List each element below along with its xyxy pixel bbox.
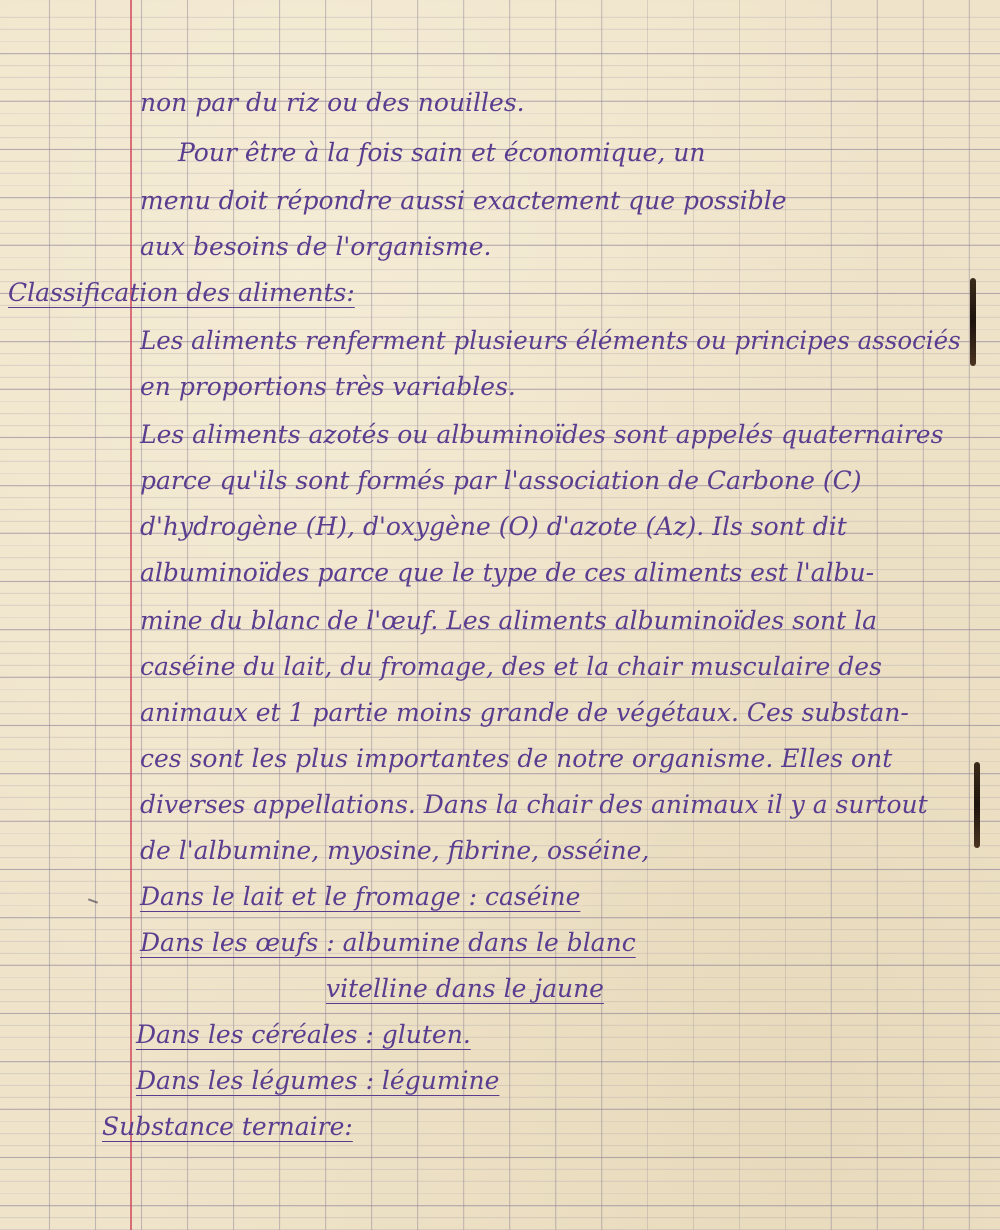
text-line-13: caséine du lait, du fromage, des et la chair musculaire des <box>140 652 882 681</box>
margin-line <box>130 0 132 1230</box>
text-line-12: mine du blanc de l'œuf. Les aliments albuminoïdes sont la <box>140 606 878 635</box>
text-line-1: non par du riz ou des nouilles. <box>140 88 525 117</box>
text-line-7: en proportions très variables. <box>140 372 516 401</box>
text-line-6: Les aliments renferment plusieurs éléments ou principes associés <box>140 326 961 355</box>
text-line-2: Pour être à la fois sain et économique, un <box>178 138 706 167</box>
text-line-4: aux besoins de l'organisme. <box>140 232 492 261</box>
text-line-15: ces sont les plus importantes de notre organisme. Elles ont <box>140 744 893 773</box>
text-line-casein: Dans le lait et le fromage : caséine <box>140 882 581 911</box>
margin-tick-mark <box>88 898 98 903</box>
text-line-albumin: Dans les œufs : albumine dans le blanc <box>140 928 636 957</box>
text-line-9: parce qu'ils sont formés par l'association de Carbone (C) <box>140 466 862 495</box>
text-line-3: menu doit répondre aussi exactement que possible <box>140 186 787 215</box>
text-line-8: Les aliments azotés ou albuminoïdes sont appelés quaternaires <box>140 420 944 449</box>
binding-hole <box>970 278 976 366</box>
text-line-gluten: Dans les céréales : gluten. <box>136 1020 471 1049</box>
text-line-14: animaux et 1 partie moins grande de végétaux. Ces substan- <box>140 698 909 727</box>
text-line-16: diverses appellations. Dans la chair des animaux il y a surtout <box>140 790 928 819</box>
binding-hole <box>974 762 980 848</box>
text-line-17: de l'albumine, myosine, fibrine, osséine, <box>140 836 650 865</box>
section-heading-classification: Classification des aliments: <box>8 278 355 307</box>
section-heading-ternary: Substance ternaire: <box>102 1112 353 1141</box>
text-line-vitellin: vitelline dans le jaune <box>326 974 604 1003</box>
text-line-11: albuminoïdes parce que le type de ces aliments est l'albu- <box>140 558 875 587</box>
text-line-legumin: Dans les légumes : légumine <box>136 1066 500 1095</box>
text-line-10: d'hydrogène (H), d'oxygène (O) d'azote (Az). Ils sont dit <box>140 512 847 541</box>
